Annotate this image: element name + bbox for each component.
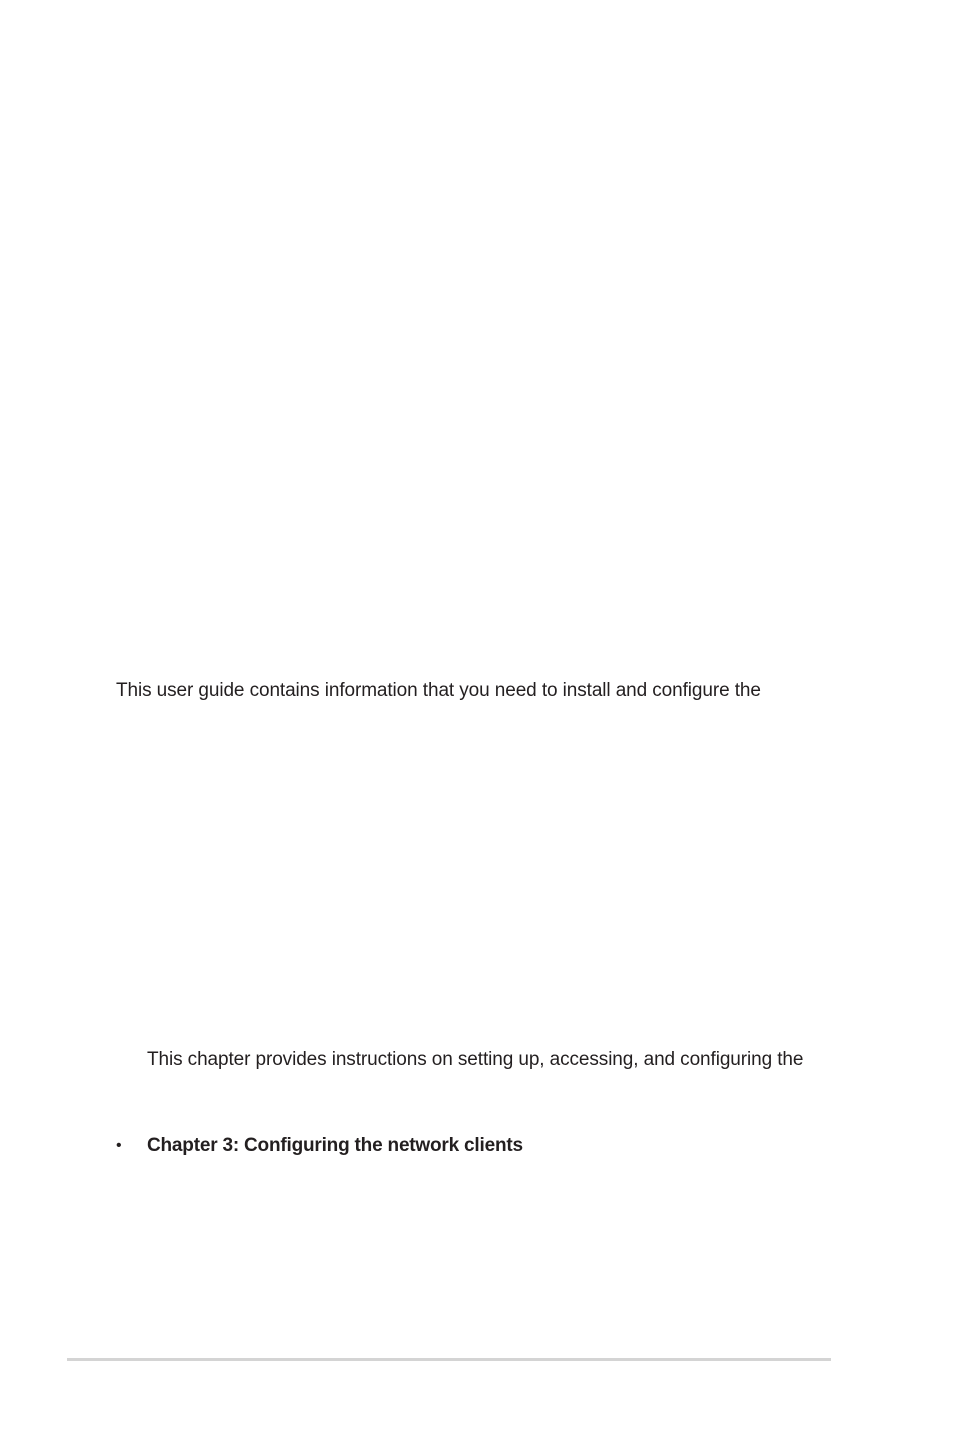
footer-divider [67, 1358, 831, 1361]
bullet-icon: • [116, 1137, 122, 1154]
chapter-3-heading: Chapter 3: Configuring the network clients [147, 1135, 523, 1156]
intro-paragraph: This user guide contains information that you need to install and configure the [116, 680, 761, 701]
chapter-2-description: This chapter provides instructions on setting up, accessing, and configuring the [147, 1049, 804, 1070]
